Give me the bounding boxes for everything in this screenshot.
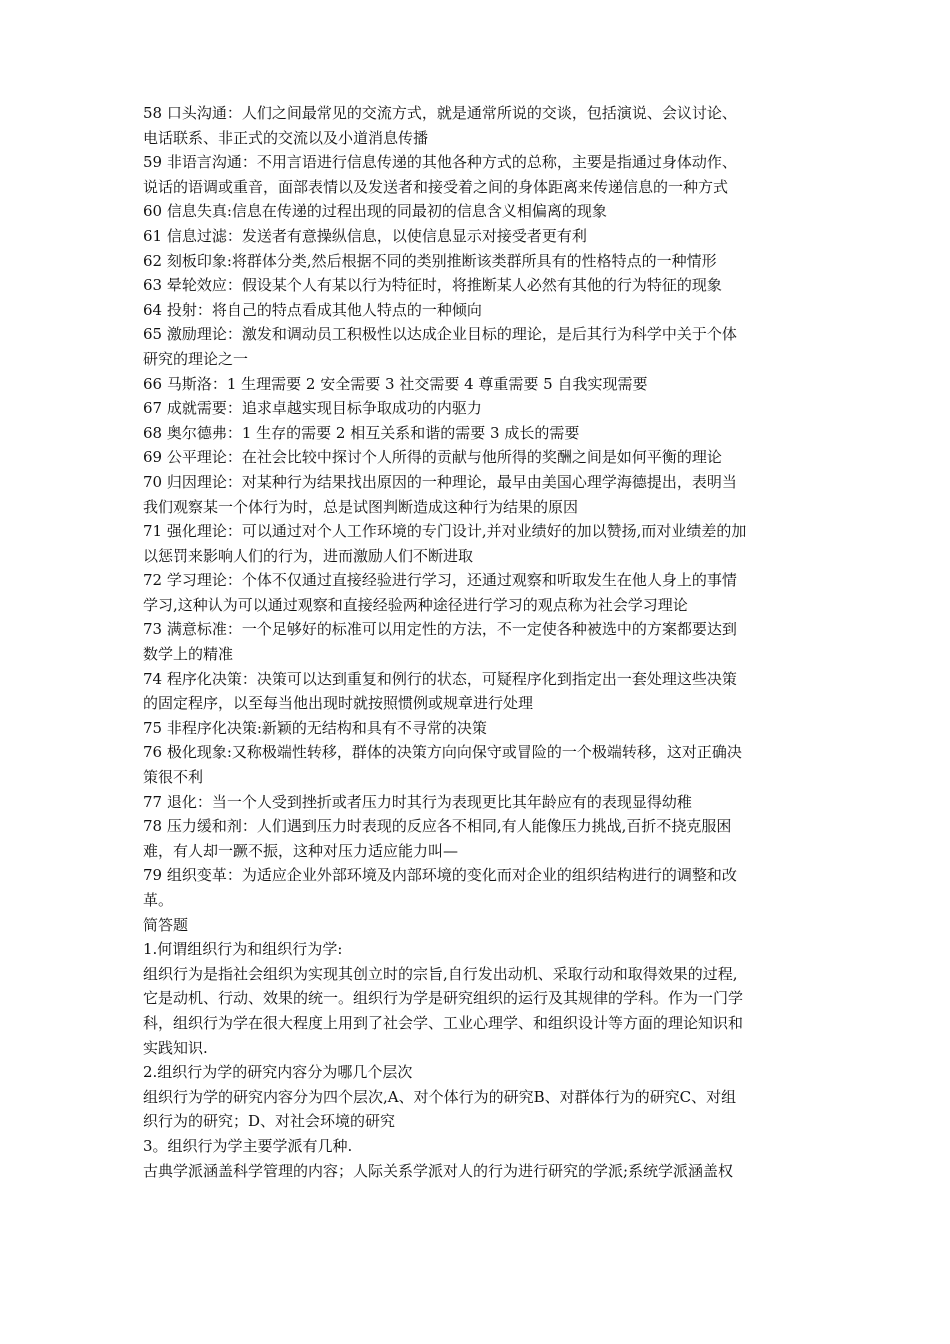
answer-line: 实践知识. (143, 1038, 208, 1057)
term-line: 77 退化：当一个人受到挫折或者压力时其行为表现更比其年龄应有的表现显得幼稚 (143, 792, 692, 811)
term-line: 78 压力缓和剂：人们遇到压力时表现的反应各不相同,有人能像压力挑战,百折不挠克服困 (143, 817, 732, 836)
term-entry (143, 519, 811, 568)
answer-line: 古典学派涵盖科学管理的内容；人际关系学派对人的行为进行研究的学派;系统学派涵盖权 (143, 1161, 734, 1180)
term-entry (143, 372, 811, 397)
term-line: 67 成就需要：追求卓越实现目标争取成功的内驱力 (143, 399, 482, 418)
term-entry (143, 150, 811, 199)
term-line: 60 信息失真:信息在传递的过程出现的同最初的信息含义相偏离的现象 (143, 202, 607, 221)
term-line: 难，有人却一蹶不振，这种对压力适应能力叫— (143, 841, 459, 860)
question-line: 1.何谓组织行为和组织行为学: (143, 940, 343, 959)
question-line: 3。组织行为学主要学派有几种. (143, 1136, 353, 1155)
term-line: 我们观察某一个体行为时，总是试图判断造成这种行为结果的原因 (143, 497, 579, 516)
answer-line: 科，组织行为学在很大程度上用到了社会学、工业心理学、和组织设计等方面的理论知识和 (143, 1013, 744, 1032)
term-entry (143, 716, 811, 741)
term-line: 72 学习理论：个体不仅通过直接经验进行学习，还通过观察和听取发生在他人身上的事情 (143, 571, 737, 590)
question-line: 2.组织行为学的研究内容分为哪几个层次 (143, 1063, 413, 1082)
term-line: 63 晕轮效应：假设某个人有某以行为特征时，将推断某人必然有其他的行为特征的现象 (143, 276, 722, 295)
term-line: 66 马斯洛：1 生理需要 2 安全需要 3 社交需要 4 尊重需要 5 自我实现需要 (143, 374, 648, 393)
term-line: 研究的理论之一 (143, 349, 249, 368)
term-line: 70 归因理论：对某种行为结果找出原因的一种理论，最早由美国心理学海德提出，表明当 (143, 472, 737, 491)
term-entry (143, 273, 811, 298)
term-line: 说话的语调或重音，面部表情以及发送者和接受着之间的身体距离来传递信息的一种方式 (143, 177, 729, 196)
qa-list (143, 937, 811, 1183)
term-entry (143, 667, 811, 716)
term-line: 革。 (143, 891, 174, 909)
term-entry (143, 322, 811, 371)
term-entry (143, 617, 811, 666)
term-line: 学习,这种认为可以通过观察和直接经验两种途径进行学习的观点称为社会学习理论 (143, 595, 688, 614)
term-line: 79 组织变革：为适应企业外部环境及内部环境的变化而对企业的组织结构进行的调整和改 (143, 866, 737, 885)
term-entry (143, 298, 811, 323)
term-entry (143, 199, 811, 224)
term-line: 的固定程序，以至每当他出现时就按照惯例或规章进行处理 (143, 694, 534, 713)
term-line: 策很不利 (143, 768, 204, 787)
term-line: 68 奥尔德弗：1 生存的需要 2 相互关系和谐的需要 3 成长的需要 (143, 423, 580, 442)
section-title: 简答题 (143, 915, 189, 934)
qa-item (143, 1134, 811, 1183)
term-entry (143, 224, 811, 249)
term-line: 69 公平理论：在社会比较中探讨个人所得的贡献与他所得的奖酬之间是如何平衡的理论 (143, 448, 722, 467)
term-entry (143, 568, 811, 617)
term-line: 73 满意标准：一个足够好的标准可以用定性的方法，不一定使各种被选中的方案都要达到 (143, 620, 737, 639)
term-entry (143, 814, 811, 863)
term-line: 65 激励理论：激发和调动员工积极性以达成企业目标的理论，是后其行为科学中关于个体 (143, 325, 737, 344)
term-entry (143, 740, 811, 789)
term-entry (143, 249, 811, 274)
answer-line: 它是动机、行动、效果的统一。组织行为学是研究组织的运行及其规律的学科。作为一门学 (143, 989, 744, 1008)
term-line: 64 投射：将自己的特点看成其他人特点的一种倾向 (143, 300, 482, 319)
term-line: 数学上的精准 (143, 645, 234, 664)
term-entry (143, 421, 811, 446)
answer-line: 织行为的研究；D、对社会环境的研究 (143, 1112, 396, 1131)
term-line: 74 程序化决策：决策可以达到重复和例行的状态，可疑程序化到指定出一套处理这些决策 (143, 669, 737, 688)
term-line: 61 信息过滤：发送者有意操纵信息，以使信息显示对接受者更有利 (143, 226, 587, 245)
term-list (143, 101, 811, 913)
term-line: 以惩罚来影响人们的行为，进而激励人们不断进取 (143, 546, 474, 565)
term-entry (143, 863, 811, 912)
answer-line: 组织行为学的研究内容分为四个层次,A、对个体行为的研究B、对群体行为的研究C、对组 (143, 1087, 737, 1106)
term-entry (143, 101, 811, 150)
term-entry (143, 396, 811, 421)
term-entry (143, 470, 811, 519)
term-line: 62 刻板印象:将群体分类,然后根据不同的类别推断该类群所具有的性格特点的一种情形 (143, 251, 717, 270)
term-entry (143, 445, 811, 470)
qa-item (143, 937, 811, 1060)
qa-item (143, 1060, 811, 1134)
term-line: 75 非程序化决策:新颖的无结构和具有不寻常的决策 (143, 718, 487, 737)
term-line: 76 极化现象:又称极端性转移，群体的决策方向向保守或冒险的一个极端转移，这对正确决 (143, 743, 742, 762)
term-line: 71 强化理论：可以通过对个人工作环境的专门设计,并对业绩好的加以赞扬,而对业绩差的加 (143, 522, 747, 541)
term-entry (143, 790, 811, 815)
term-line: 58 口头沟通：人们之间最常见的交流方式，就是通常所说的交谈，包括演说、会议讨论、 (143, 104, 737, 122)
answer-line: 组织行为是指社会组织为实现其创立时的宗旨,自行发出动机、采取行动和取得效果的过程, (143, 964, 738, 983)
term-line: 59 非语言沟通：不用言语进行信息传递的其他各种方式的总称，主要是指通过身体动作、 (143, 153, 737, 172)
term-line: 电话联系、非正式的交流以及小道消息传播 (143, 128, 429, 147)
document-body (143, 101, 811, 1183)
